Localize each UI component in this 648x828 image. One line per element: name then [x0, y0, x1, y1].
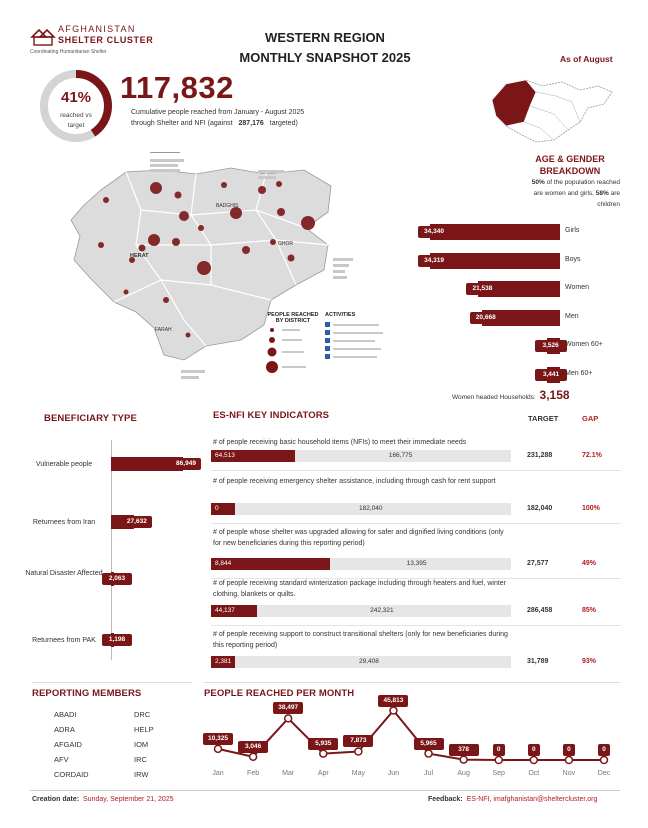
age-bar-label: Boys	[565, 255, 581, 263]
logo-tagline: Coordinating Humanitarian Shelter	[30, 49, 107, 55]
indicator-text: # of people receiving support to construct transitional shelters (only for new beneficiaries during this reporting period)	[213, 631, 508, 649]
region-label-ghor: GHOR	[278, 241, 293, 247]
indicator-text: # of people receiving standard winterization package including through heaters and fuel, winter clothing, blankets or quilts.	[213, 580, 507, 598]
region-label-badghis: BADGHIS	[216, 203, 239, 209]
total-desc-line2a: through Shelter and NFI (against	[131, 120, 233, 127]
age-bar-label: Men 60+	[565, 369, 593, 377]
indicator-remaining: 166,775	[388, 452, 413, 459]
whh-value: 3,158	[539, 388, 570, 402]
members-divider	[32, 682, 192, 683]
indicator-reached: 44,137	[215, 607, 235, 614]
afghanistan-locator-map	[484, 70, 619, 150]
monthly-value-label: 45,813	[378, 695, 408, 707]
indicator-target: 31,789	[527, 658, 549, 665]
women-headed-households	[452, 388, 570, 402]
footer-rule	[30, 790, 620, 791]
indicator-divider	[211, 625, 621, 626]
region-label-farah: FARAH	[155, 327, 172, 333]
progress-caption	[38, 111, 114, 131]
beneficiary-title: BENEFICIARY TYPE	[44, 413, 137, 424]
feedback	[428, 796, 597, 803]
monthly-axis-label: Feb	[247, 770, 260, 777]
monthly-divider	[204, 682, 620, 683]
indicator-target: 182,040	[527, 505, 553, 512]
total-desc-line1: Cumulative people reached from January - August 2025	[131, 109, 305, 116]
indicator-text: # of people whose shelter was upgraded allowing for safer and dignified living conditions (only for new beneficiaries during this reporting period)	[213, 529, 504, 547]
monthly-chart-title: PEOPLE REACHED PER MONTH	[204, 688, 355, 699]
target-total: 287,176	[238, 120, 264, 127]
page-title	[200, 28, 450, 68]
whh-label: Women headed Households:	[452, 394, 536, 401]
beneficiary-value: 27,632	[122, 516, 152, 528]
indicator-target: 286,458	[527, 607, 553, 614]
beneficiary-label: Vulnerable people	[35, 461, 93, 468]
indicator-text: # of people receiving basic household items (NFIs) to meet their immediate needs	[213, 439, 467, 446]
member-left: ABADI	[54, 710, 77, 719]
logo-line1: AFGHANISTAN	[58, 24, 136, 34]
women-girls-percent: 50%	[531, 179, 545, 186]
monthly-point	[565, 757, 572, 764]
children-percent: 58%	[595, 190, 609, 197]
indicator-remaining: 13,395	[406, 560, 427, 567]
member-right: DRC	[134, 710, 151, 719]
shelter-logo-icon	[30, 26, 58, 48]
monthly-value-label: 0	[598, 744, 610, 756]
progress-donut	[38, 68, 114, 144]
indicators-title: ES-NFI KEY INDICATORS	[213, 410, 330, 421]
age-bar-label: Girls	[565, 227, 580, 234]
indicator-remaining: 242,321	[370, 607, 394, 614]
member-left: ADRA	[54, 725, 75, 734]
beneficiary-value: 86,949	[171, 458, 201, 470]
age-bar-label: Women 60+	[565, 341, 603, 348]
monthly-axis-label: Jul	[424, 770, 433, 777]
indicator-target: 231,288	[527, 452, 553, 459]
transitional-shelter-icon	[325, 354, 330, 359]
monthly-point	[495, 757, 502, 764]
indicator-reached: 64,513	[215, 452, 235, 459]
logo-line2: SHELTER CLUSTER	[58, 35, 154, 45]
logo	[30, 24, 160, 60]
indicator-divider	[211, 523, 621, 524]
members-title: REPORTING MEMBERS	[32, 688, 142, 699]
beneficiary-axis	[111, 440, 112, 660]
age-bar-value: 34,319	[418, 255, 450, 267]
monthly-value-label: 10,325	[203, 733, 233, 745]
emergency-shelter-icon	[325, 330, 330, 335]
monthly-series-line	[218, 711, 604, 760]
map-mini-legend-2	[258, 170, 290, 179]
beneficiary-label: Returnees from PAK	[32, 637, 96, 644]
progress-percent: 41%	[60, 89, 92, 106]
monthly-point	[250, 753, 257, 760]
as-of-label: As of August	[560, 54, 613, 64]
age-bar-value: 34,340	[418, 226, 450, 238]
member-right: HELP	[134, 725, 154, 734]
indicator-remaining: 182,040	[359, 505, 383, 512]
monthly-axis-label: Mar	[282, 770, 295, 777]
monthly-axis-label: Jun	[387, 770, 400, 777]
age-gender-note	[490, 177, 620, 210]
nfi-icon	[325, 322, 330, 327]
indicator-gap: 49%	[582, 560, 597, 567]
indicator-gap: 100%	[582, 505, 600, 512]
beneficiary-value: 1,198	[102, 634, 132, 646]
winterization-icon	[325, 346, 330, 351]
age-gender-title	[520, 153, 620, 177]
age-bar-value: 3,441	[535, 369, 567, 381]
member-left: CORDAID	[54, 770, 89, 779]
monthly-value-label: 0	[493, 744, 505, 756]
age-bar-label: Men	[565, 312, 579, 320]
monthly-axis-label: Sep	[492, 770, 505, 777]
monthly-axis-label: Apr	[317, 770, 329, 777]
monthly-value-label: 5,965	[414, 738, 444, 750]
creation-date	[32, 796, 174, 803]
title-line1: WESTERN REGION	[265, 30, 385, 45]
monthly-point	[355, 748, 362, 755]
indicator-gap: 72.1%	[582, 452, 602, 459]
monthly-value-label: 7,873	[343, 735, 373, 747]
map-mini-legend-3	[333, 258, 361, 279]
indicator-reached: 8,844	[215, 560, 232, 567]
monthly-value-label: 0	[528, 744, 540, 756]
monthly-value-label: 0	[563, 744, 575, 756]
shelter-upgrade-icon	[325, 338, 330, 343]
age-note-text3: are	[610, 190, 620, 197]
indicator-gap: 93%	[582, 658, 597, 665]
member-right: IOM	[134, 740, 149, 749]
monthly-point	[390, 707, 397, 714]
indicator-remaining: 29,408	[359, 658, 379, 665]
age-gender-title-line1: AGE & GENDER	[535, 154, 605, 164]
beneficiary-value: 2,063	[102, 573, 132, 585]
people-legend-title-2: BY DISTRICT	[275, 318, 311, 324]
feedback-value[interactable]: ES-NFI, imafghanistan@sheltercluster.org	[466, 796, 598, 803]
member-left: AFV	[54, 755, 69, 764]
region-label-herat: HERAT	[130, 253, 149, 259]
creation-value: Sunday, September 21, 2025	[83, 796, 174, 803]
progress-caption-line1: reached vs	[60, 112, 92, 119]
indicators-gap-header: GAP	[582, 414, 599, 423]
monthly-point	[215, 745, 222, 752]
monthly-point	[601, 757, 608, 764]
indicator-reached: 2,381	[215, 658, 232, 665]
member-right: IRW	[134, 770, 149, 779]
monthly-value-label: 38,497	[273, 702, 303, 714]
monthly-axis-label: Aug	[457, 770, 470, 777]
monthly-point	[460, 756, 467, 763]
beneficiary-label: Returnees from Iran	[32, 519, 96, 526]
age-bar-value: 21,538	[466, 283, 498, 295]
age-note-text2: are women and girls,	[533, 190, 594, 197]
monthly-axis-label: Dec	[597, 770, 611, 777]
monthly-axis-label: Oct	[528, 770, 540, 777]
monthly-axis-label: May	[351, 770, 365, 777]
age-bar-value: 20,668	[470, 312, 502, 324]
monthly-point	[530, 757, 537, 764]
indicator-text: # of people receiving emergency shelter assistance, including through cash for rent support	[213, 478, 496, 485]
member-left: AFGAID	[54, 740, 82, 749]
map-mini-legend-1	[150, 152, 192, 172]
total-desc-line2	[131, 120, 298, 127]
activities-legend-title: ACTIVITIES	[325, 312, 356, 318]
monthly-axis-label: Nov	[562, 770, 576, 777]
age-note-text4: children	[597, 201, 620, 208]
people-legend-circles	[262, 324, 324, 374]
activities-legend	[325, 312, 391, 359]
age-gender-title-line2: BREAKDOWN	[539, 166, 601, 176]
progress-caption-line2: target	[67, 122, 85, 129]
monthly-value-label: 3,046	[238, 741, 268, 753]
indicator-target: 27,577	[527, 560, 549, 567]
people-legend-title-1: PEOPLE REACHED	[267, 312, 319, 318]
map-mini-legend-4	[181, 370, 211, 379]
indicators-target-header: TARGET	[528, 414, 559, 423]
total-reached: 117,832	[120, 70, 234, 105]
monthly-axis-label: Jan	[212, 770, 224, 777]
member-right: IRC	[134, 755, 147, 764]
indicator-gap: 85%	[582, 607, 597, 614]
total-desc-line2b: targeted)	[269, 120, 298, 127]
monthly-value-label: 5,935	[308, 738, 338, 750]
title-line2: MONTHLY SNAPSHOT 2025	[239, 50, 411, 65]
indicator-reached: 0	[215, 505, 219, 512]
people-reached-legend	[262, 312, 324, 379]
feedback-label: Feedback:	[428, 796, 463, 803]
monthly-point	[425, 750, 432, 757]
monthly-point	[320, 750, 327, 757]
age-bar-label: Women	[565, 284, 589, 291]
creation-label: Creation date:	[32, 796, 80, 803]
age-bar-value: 3,526	[535, 340, 567, 352]
monthly-value-label: 378	[449, 744, 479, 756]
age-note-text1: of the population reached	[546, 179, 620, 186]
monthly-point	[285, 715, 292, 722]
indicator-divider	[211, 470, 621, 471]
beneficiary-label: Natural Disaster Affected	[25, 570, 103, 577]
